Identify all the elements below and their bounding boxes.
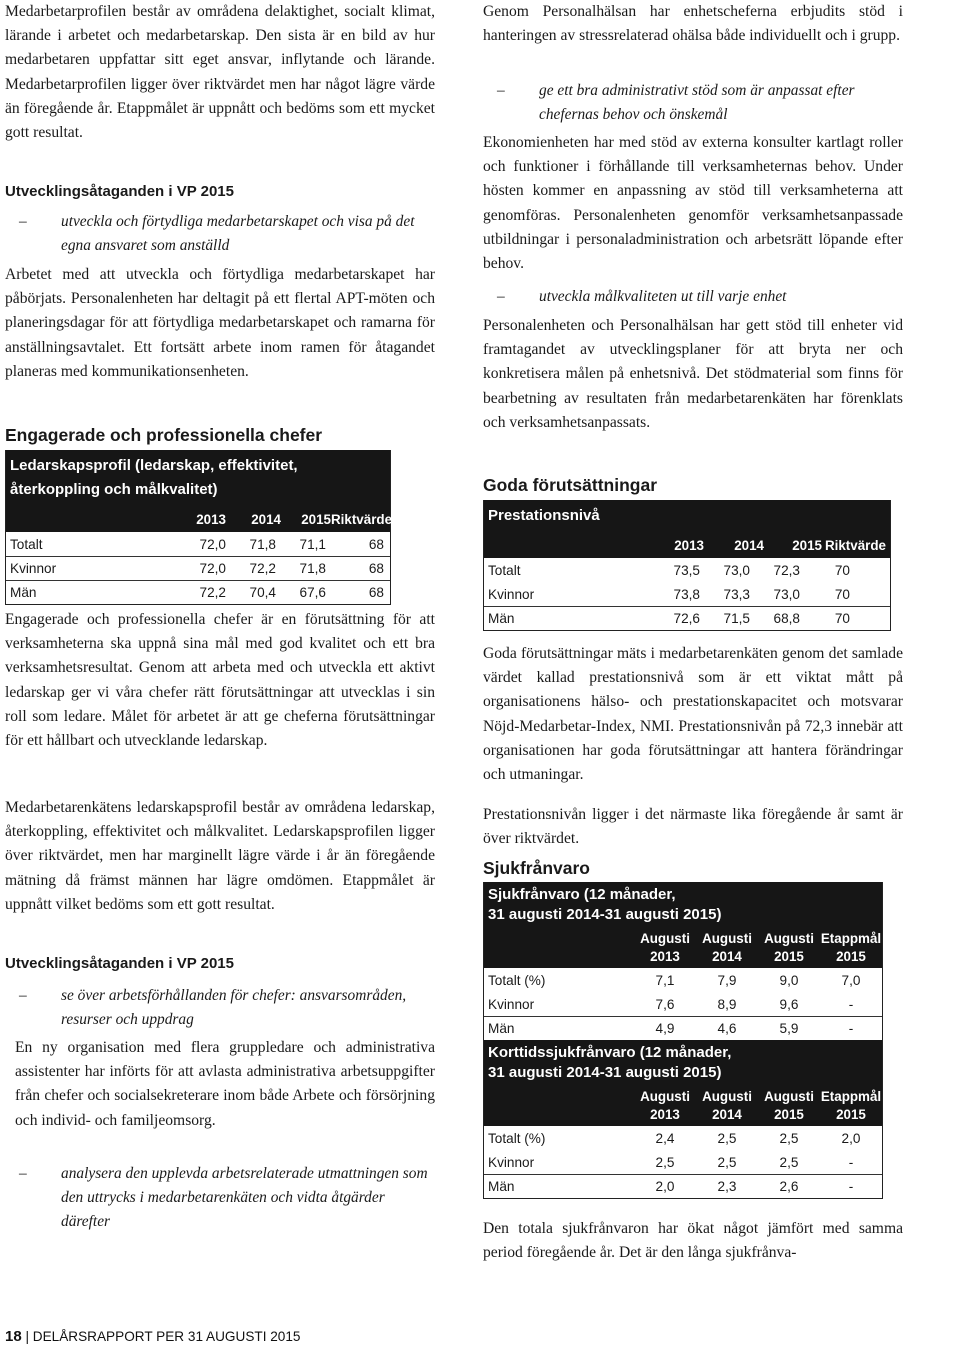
arbetet-paragraph: Arbetet med att utveckla och förtydliga medarbetarskapet har påbörjats. Personalenheten har deltagit på ett flertal APT-möten och planeringsdagar för att förtydliga medarbetarskapet och ramarna för anställningsavtalet. Ett fortsätt arbete inom ramen för åtagandet planeras med kommunikationsenheten.	[5, 266, 435, 380]
cell: 68	[368, 536, 384, 552]
section-title-sjukfranvaro: Sjukfrånvaro	[483, 858, 590, 878]
table-title: Ledarskapsprofil (ledarskap, effektivitet, återkoppling och målkvalitet)	[6, 450, 390, 506]
cell: 71,1	[299, 536, 326, 552]
column-header: 2015	[792, 537, 822, 553]
cell: 68	[368, 561, 384, 576]
sick-leave-table	[483, 882, 883, 1199]
cell: -	[848, 1179, 854, 1194]
cell: 73,0	[723, 562, 750, 578]
cell: 7,1	[655, 972, 675, 988]
column-header: Etappmål 2015	[820, 1089, 882, 1122]
table-row	[484, 582, 890, 606]
leadership-profile-table	[5, 450, 391, 605]
bullet-dash: –	[19, 987, 27, 1004]
cell: 2,5	[779, 1154, 799, 1170]
commitment-bullet-2	[5, 984, 435, 1032]
cell: 4,9	[655, 1021, 675, 1036]
cell: 4,6	[717, 1021, 737, 1036]
row-label: Kvinnor	[488, 996, 535, 1012]
engagerade-paragraph: Engagerade och professionella chefer är en förutsättning för att verksamheterna ska uppnå sina mål med god kvalitet och ett bra verksamhetsresultat. Genom att arbeta med och utveckla ett aktivt ledarskap ger vi våra chefer rätt förutsättningar att utvecklas i sin roll som ledare. Målet för arbetet är att ge cheferna förutsättningar för ett hållbart och utvecklande ledarskap.	[5, 611, 435, 750]
row-label: Kvinnor	[488, 1154, 535, 1170]
cell: 68,8	[773, 611, 800, 626]
cell: 73,3	[723, 586, 750, 602]
cell: 5,9	[779, 1021, 799, 1036]
page-number: 18	[5, 1328, 22, 1345]
goda-forutsattningar-paragraph: Goda förutsättningar mäts i medarbetarenkäten genom det samlade värdet kallad prestationsnivå som är ett viktat mått på organisationens hälso- och prestationskapacitet och motsvarar Nöjd-Medarbetar-Index, NMI. Prestationsnivån på 72,3 innebär att organisationen har goda förutsättningar att hantera förändringar och utmaningar.	[483, 645, 903, 784]
cell: 7,0	[841, 972, 861, 988]
column-header: Augusti 2014	[702, 1089, 752, 1122]
cell: 70	[834, 611, 850, 626]
cell: 72,6	[673, 611, 700, 626]
cell: 2,6	[779, 1179, 799, 1194]
row-label: Kvinnor	[10, 561, 57, 576]
table-row	[6, 580, 390, 604]
cell: 67,6	[299, 585, 326, 600]
column-header: Augusti 2014	[702, 931, 752, 964]
table-row	[6, 556, 390, 580]
total-sjukfranvaro-paragraph: Den totala sjukfrånvaron har ökat något jämfört med samma period föregående år. Det är den långa sjukfrånva-	[483, 1220, 903, 1262]
column-header: 2015	[301, 511, 331, 527]
table-column-headers	[6, 506, 393, 532]
cell: -	[848, 1021, 854, 1036]
footer-separator: |	[25, 1329, 29, 1344]
cell: 73,5	[673, 562, 700, 578]
column-header: 2013	[674, 537, 704, 553]
table-title-line: Korttidssjukfrånvaro (12 månader,	[488, 1044, 732, 1061]
page-footer	[5, 1328, 301, 1345]
row-label: Kvinnor	[488, 586, 535, 602]
cell: 73,0	[773, 586, 800, 602]
commitment-bullet-4	[483, 79, 903, 127]
cell: 9,0	[779, 972, 799, 988]
table-row	[484, 558, 890, 582]
table-column-headers	[484, 532, 890, 558]
cell: 72,2	[199, 585, 226, 600]
personalenheten-paragraph: Personalenheten och Personalhälsan har gett stöd till enheter vid framtagandet av utvecklingsplaner för att bryta ner och konkretisera målen på enhetsnivå. Det stödmaterial som finns för bearbetning av resultaten från medarbetarenkäten har förenklats och verksamhetsanpassats.	[483, 317, 903, 431]
table-title-line: 31 augusti 2014-31 augusti 2015)	[488, 1064, 722, 1081]
cell: 2,0	[841, 1130, 861, 1146]
row-label: Män	[488, 1179, 515, 1194]
table-column-headers	[484, 1086, 882, 1126]
report-title: DELÅRSRAPPORT PER 31 AUGUSTI 2015	[32, 1329, 301, 1344]
table-title	[484, 1040, 882, 1086]
table-row	[484, 1126, 882, 1150]
commitment-bullet-3	[5, 1162, 435, 1234]
cell: 9,6	[779, 996, 799, 1012]
cell: 70	[834, 586, 850, 602]
cell: 2,5	[717, 1154, 737, 1170]
cell: 71,8	[249, 536, 276, 552]
prestationsnivan-paragraph: Prestationsnivån ligger i det närmaste lika föregående år samt är över riktvärdet.	[483, 806, 903, 848]
commitments-heading-1: Utvecklingsåtaganden i VP 2015	[5, 183, 234, 200]
bullet-dash: –	[497, 288, 505, 305]
row-label: Män	[488, 1021, 515, 1036]
cell: 72,0	[199, 561, 226, 576]
cell: -	[848, 996, 854, 1012]
commitment-bullet-1	[5, 210, 435, 258]
commitment-bullet-text: se över arbetsförhållanden för chefer: ansvarsområden, resurser och uppdrag	[61, 987, 407, 1028]
table-title-line: Sjukfrånvaro (12 månader,	[488, 886, 676, 903]
table-row	[484, 992, 882, 1016]
table-row	[484, 968, 882, 992]
commitment-bullet-text: utveckla målkvaliteten ut till varje enhet	[539, 288, 787, 305]
cell: 7,9	[717, 972, 737, 988]
table-row	[484, 1016, 882, 1040]
table-row	[6, 532, 390, 556]
cell: 71,8	[299, 561, 326, 576]
column-header: Riktvärde	[331, 511, 393, 527]
commitment-bullet-5	[483, 285, 903, 309]
cell: 70,4	[249, 585, 276, 600]
section-title-chefer: Engagerade och professionella chefer	[5, 425, 323, 445]
bullet-dash: –	[19, 213, 27, 230]
column-header: Augusti 2013	[640, 1089, 690, 1122]
cell: 2,3	[717, 1179, 737, 1194]
row-label: Män	[488, 611, 515, 626]
cell: 73,8	[673, 586, 700, 602]
cell: 2,5	[779, 1130, 799, 1146]
cell: 2,4	[655, 1130, 675, 1146]
column-header: 2013	[196, 511, 226, 527]
table-title-line: 31 augusti 2014-31 augusti 2015)	[488, 906, 722, 923]
table-row	[484, 606, 890, 630]
commitment-bullet-text: utveckla och förtydliga medarbetarskapet och visa på det egna ansvaret som anställd	[61, 213, 415, 254]
table-row	[484, 1174, 882, 1198]
section-title-forutsattningar: Goda förutsättningar	[483, 475, 658, 495]
commitment-bullet-text: analysera den upplevda arbetsrelaterade utmattningen som den uttrycks i medarbetarenkäten och vidta åtgärder därefter	[61, 1165, 428, 1230]
personalhalsan-paragraph: Genom Personalhälsan har enhetscheferna erbjudits stöd i hanteringen av stressrelaterad ohälsa både individuellt och i grupp.	[483, 3, 903, 45]
column-header: 2014	[251, 511, 281, 527]
table-title	[484, 882, 882, 928]
cell: 72,3	[773, 562, 800, 578]
ekonomi-paragraph: Ekonomienheten har med stöd av externa konsulter kartlagt roller och funktioner i förhållande till verksamheternas behov. Under hösten kommer en anpassning av stöd till verksamheterna att genomföras. Personalenheten genomför verksamhetsanpassade utbildningar i personaladministration och arbetsrätt löpande efter behov.	[483, 134, 903, 273]
cell: 72,2	[249, 561, 276, 576]
bullet-dash: –	[19, 1165, 27, 1182]
cell: 2,5	[717, 1130, 737, 1146]
commitment-bullet-text: ge ett bra administrativt stöd som är anpassat efter chefernas behov och önskemål	[539, 82, 855, 123]
cell: 7,6	[655, 996, 675, 1012]
row-label: Totalt	[10, 536, 43, 552]
row-label: Totalt (%)	[488, 1130, 546, 1146]
column-header: Etappmål 2015	[820, 931, 882, 964]
column-header: 2014	[734, 537, 764, 553]
commitments-heading-2: Utvecklingsåtaganden i VP 2015	[5, 955, 234, 972]
intro-paragraph: Medarbetarprofilen består av områdena delaktighet, socialt klimat, lärande i arbetet och medarbetarskap. Den sista är en bild av hur medarbetaren uppfattar sitt eget ansvar, inflytande och lärande. Medarbetarprofilen ligger över riktvärdet men har något lägre värde än föregående år. Etappmålet är uppnått och bedöms som ett mycket gott resultat.	[5, 3, 435, 142]
cell: -	[848, 1154, 854, 1170]
column-header: Augusti 2015	[764, 931, 814, 964]
cell: 71,5	[723, 611, 750, 626]
performance-level-table	[483, 500, 891, 631]
column-header: Riktvärde	[824, 537, 886, 553]
row-label: Totalt	[488, 562, 521, 578]
table-row	[484, 1150, 882, 1174]
column-header: Augusti 2013	[640, 931, 690, 964]
row-label: Män	[10, 585, 37, 600]
cell: 72,0	[199, 536, 226, 552]
cell: 8,9	[717, 996, 737, 1012]
table-column-headers	[484, 928, 882, 968]
medarbetarenkat-paragraph: Medarbetarenkätens ledarskapsprofil består av områdena ledarskap, återkoppling, effektivitet och målkvalitet. Ledarskapsprofilen ligger över riktvärdet, men har marginellt lägre värde i år än föregående mätning då främst männen har lägre omdömen. Etappmålet är uppnått vilket bedöms som ett gott resultat.	[5, 799, 435, 913]
organisation-paragraph: En ny organisation med flera gruppledare och administrativa assistenter har införts för att avlasta administrativa arbetsuppgifter från chefer och socialsekreterare inom både Arbete och försörjning och individ- och familjeomsorg.	[15, 1039, 435, 1129]
cell: 2,0	[655, 1179, 675, 1194]
cell: 2,5	[655, 1154, 675, 1170]
cell: 68	[368, 585, 384, 600]
column-header: Augusti 2015	[764, 1089, 814, 1122]
row-label: Totalt (%)	[488, 972, 546, 988]
table-title: Prestationsnivå	[484, 500, 890, 532]
cell: 70	[834, 562, 850, 578]
bullet-dash: –	[497, 82, 505, 99]
